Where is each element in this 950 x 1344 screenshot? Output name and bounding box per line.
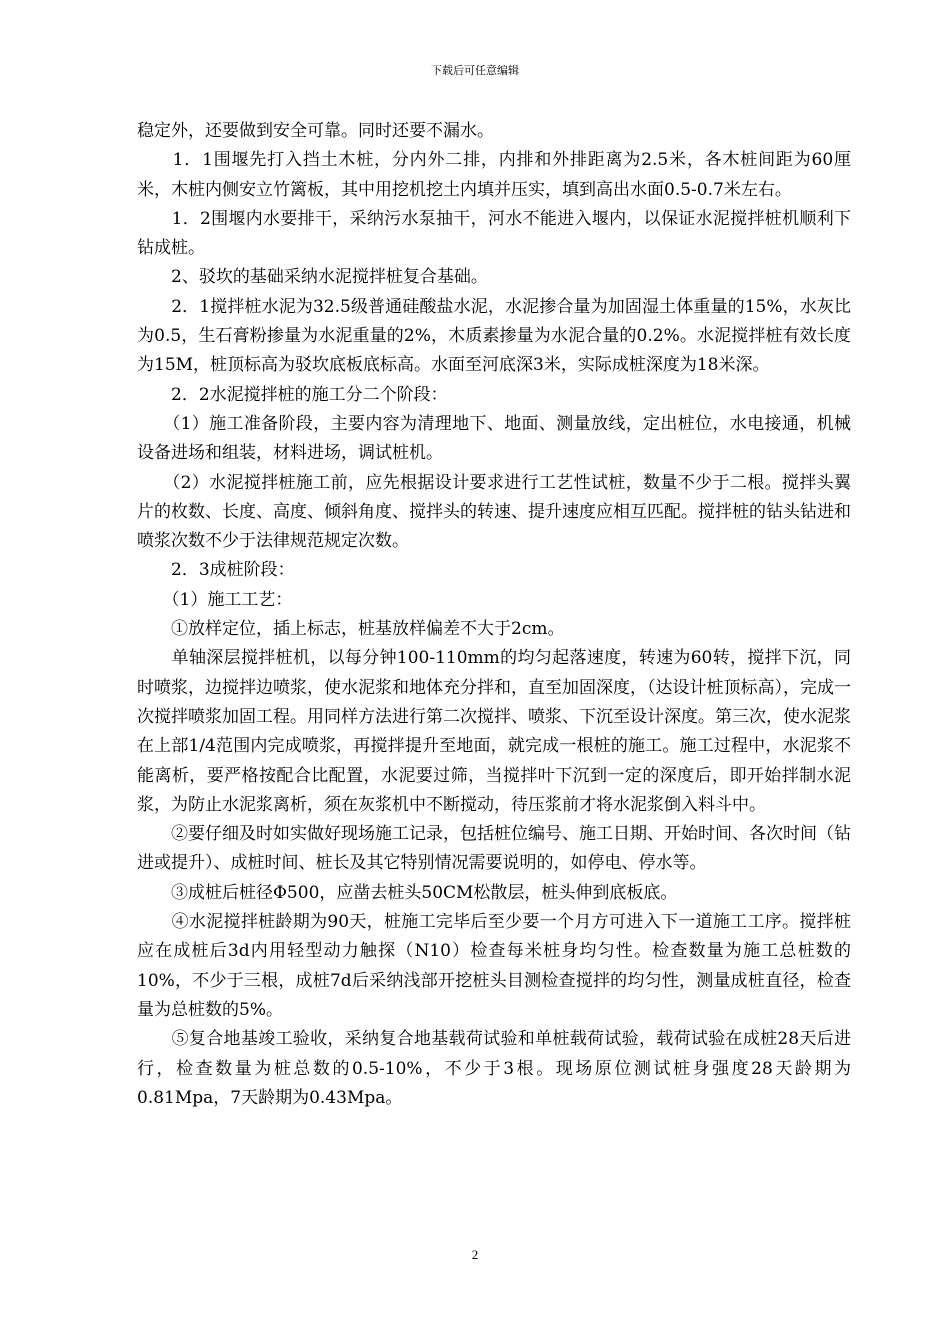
paragraph: 1．1围堰先打入挡土木桩，分内外二排，内排和外排距离为2.5米，各木桩间距为60厘米，木桩内侧安立竹篱板，其中用挖机挖土内填并压实，填到高出水面0.5-0.7米左右。 (137, 150, 851, 200)
paragraph: 1．2围堰内水要排干，采纳污水泵抽干，河水不能进入堰内，以保证水泥搅拌桩机顺利下钻成桩。 (137, 208, 851, 259)
paragraph: 单轴深层搅拌桩机，以每分钟100-110mm的均匀起落速度，转速为60转，搅拌下沉，同时喷浆，边搅拌边喷浆，使水泥浆和地体充分拌和，直至加固深度，（达设计桩顶标高），完成一次搅拌喷浆加固工程。用同样方法进行第二次搅拌、喷浆、下沉至设计深度。第三次，使水泥浆在上部1/4范围内完成喷浆，再搅拌提升至地面，就完成一根桩的施工。施工过程中，水泥浆不能离析，要严格按配合比配置，水泥要过筛，当搅拌叶下沉到一定的深度后，即开始拌制水泥浆，为防止水泥浆离析，须在灰浆机中不断搅动，待压浆前才将水泥浆倒入料斗中。 (137, 648, 851, 815)
paragraph: ①放样定位，插上标志，桩基放样偏差不大于2cm。 (137, 619, 565, 640)
paragraph: ④水泥搅拌桩龄期为90天，桩施工完毕后至少要一个月方可进入下一道施工工序。搅拌桩应在成桩后3d内用轻型动力触探（N10）检查每米桩身均匀性。检查数量为施工总桩数的10%，不少于三根，成桩7d后采纳浅部开挖桩头目测检查搅拌的均匀性，测量成桩直径，检查量为总桩数的5%。 (137, 912, 851, 1020)
paragraph: 2．2水泥搅拌桩的施工分二个阶段： (137, 384, 448, 405)
paragraph: ⑤复合地基竣工验收，采纳复合地基载荷试验和单桩载荷试验，载荷试验在成桩28天后进行，检查数量为桩总数的0.5-10%，不少于3根。现场原位测试桩身强度28天龄期为0.81Mpa，7天龄期为0.43Mpa。 (137, 1029, 851, 1108)
paragraph: ③成桩后桩径Φ500，应凿去桩头50CM松散层，桩头伸到底板底。 (137, 882, 678, 903)
paragraph: （1）施工工艺： (137, 589, 293, 610)
document-body (137, 117, 851, 1113)
paragraph: 2．3成桩阶段： (137, 560, 295, 581)
paragraph: （2）水泥搅拌桩施工前，应先根据设计要求进行工艺性试桩，数量不少于二根。搅拌头翼片的枚数、长度、高度、倾斜角度、搅拌头的转速、提升速度应相互匹配。搅拌桩的钻头钻进和喷浆次数不少于法律规范规定次数。 (137, 472, 851, 552)
paragraph: 2、驳坎的基础采纳水泥搅拌桩复合基础。 (137, 267, 488, 288)
page-number: 2 (471, 1247, 479, 1262)
paragraph: 稳定外，还要做到安全可靠。同时还要不漏水。 (137, 121, 494, 141)
paragraph: ②要仔细及时如实做好现场施工记录，包括桩位编号、施工日期、开始时间、各次时间（钻进或提升）、成桩时间、桩长及其它特别情况需要说明的，如停电、停水等。 (137, 824, 851, 874)
paragraph: （1）施工准备阶段，主要内容为清理地下、地面、测量放线，定出桩位，水电接通，机械设备进场和组装，材料进场，调试桩机。 (137, 413, 851, 464)
paragraph: 2．1搅拌桩水泥为32.5级普通硅酸盐水泥，水泥掺合量为加固湿土体重量的15%，水灰比为0.5，生石膏粉掺量为水泥重量的2%，木质素掺量为水泥合量的0.2%。水泥搅拌桩有效长度为15M，桩顶标高为驳坎底板底标高。水面至河底深3米，实际成桩深度为18米深。 (137, 296, 851, 376)
page-header: 下载后可任意编辑 (431, 64, 519, 77)
